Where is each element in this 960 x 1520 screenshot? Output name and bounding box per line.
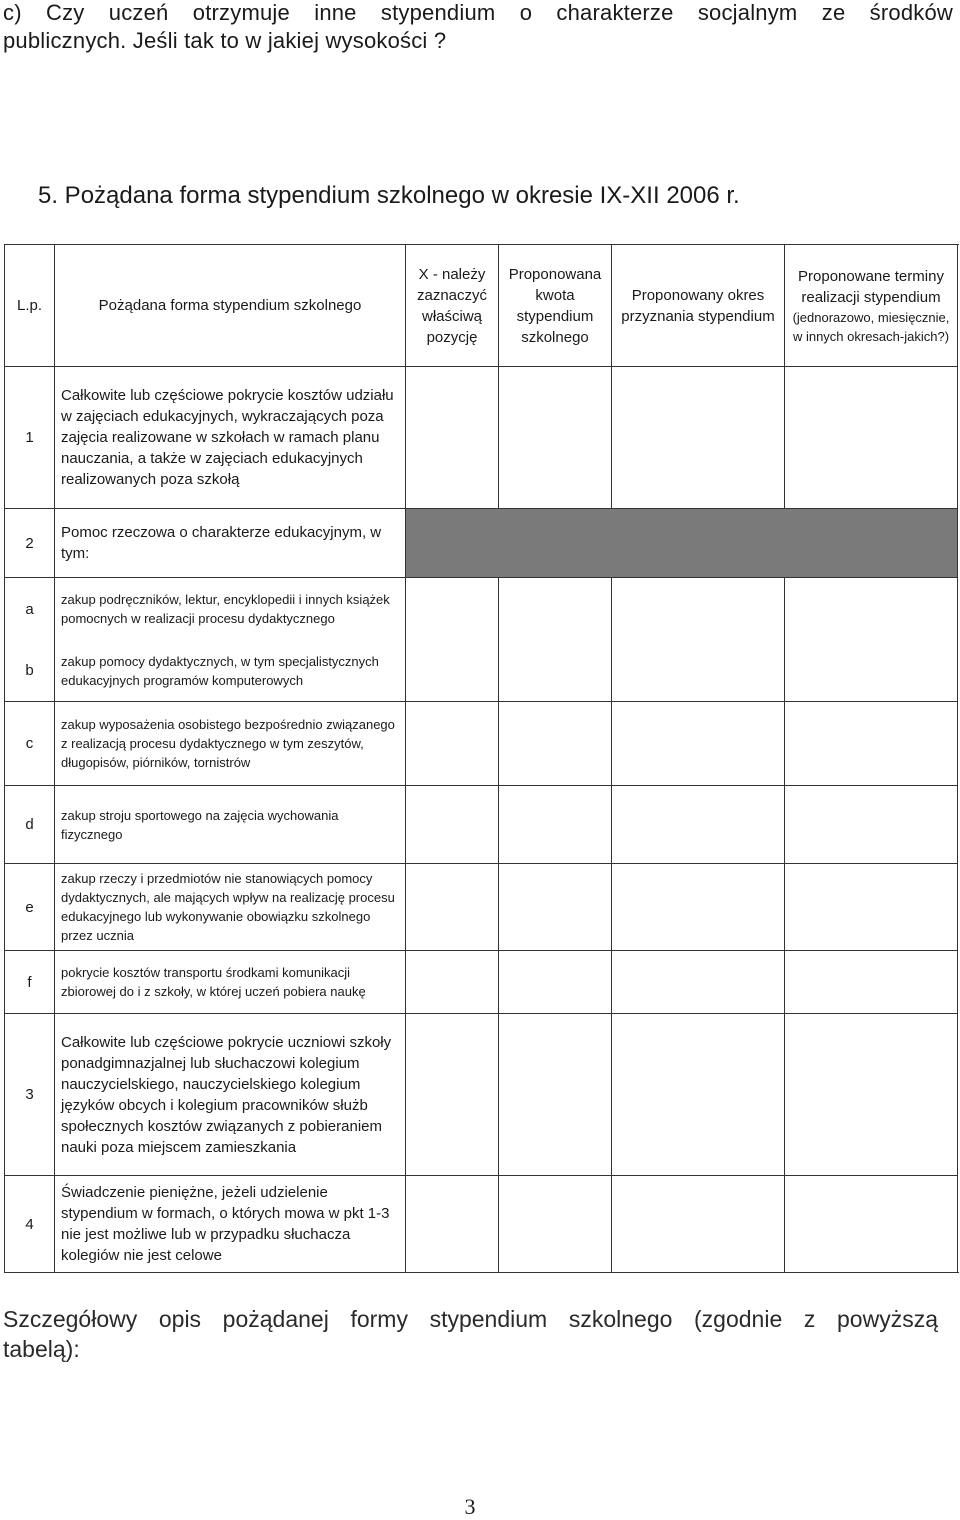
row-number: 1 [25,429,34,446]
column-divider [405,244,406,1273]
detailed-description-prompt [3,1304,938,1364]
header-terms [785,245,957,366]
row-number: f [27,973,32,991]
footer-line-2: tabelą): [3,1336,80,1362]
row-number: 4 [25,1215,34,1233]
row-description: pokrycie kosztów transportu środkami komunikacji zbiorowej do i z szkoły, w której uczeń pobiera naukę [61,965,366,999]
footer-line-1: Szczegółowy opis pożądanej formy stypendium szkolnego (zgodnie z powyższą [3,1306,938,1332]
question-line-2: publicznych. Jeśli tak to w jakiej wysokości ? [3,28,447,53]
table-border-bottom [4,1272,959,1273]
header-mark: X - należy zaznaczyć właściwą pozycję [416,265,488,346]
row-number: d [25,816,34,833]
row-number: a [25,600,34,618]
row-number: 3 [25,1086,34,1103]
row-description: zakup wyposażenia osobistego bezpośrednio związanego z realizacją procesu dydaktycznego w tym zeszytów, długopisów, piórników, tornistrów [61,717,395,770]
header-lp: L.p. [16,297,43,314]
question-line-1: c) Czy uczeń otrzymuje inne stypendium o charakterze socjalnym ze środków [3,0,953,25]
shaded-cell [406,509,957,577]
row-description: zakup rzeczy i przedmiotów nie stanowiących pomocy dydaktycznych, ale mających wpływ na realizację procesu edukacyjnego lub wykonywanie obowiązku szkolnego przez ucznia [61,871,395,943]
header-form: Pożądana forma stypendium szkolnego [98,297,362,314]
column-divider [611,244,612,1273]
header-terms-title: Proponowane terminy realizacji stypendium [798,267,944,306]
header-amount: Proponowana kwota stypendium szkolnego [508,265,602,346]
row-number: e [25,898,34,916]
header-terms-note: (jednorazowo, miesięcznie, w innych okresach-jakich?) [792,309,950,344]
row-description: zakup podręczników, lektur, encyklopedii i innych książek pomocnych w realizacji procesu dydaktycznego [61,592,390,626]
page-number: 3 [464,1494,476,1519]
row-description: Świadczenie pieniężne, jeżeli udzielenie stypendium w formach, o których mowa w pkt 1-3 nie jest możliwe lub w przypadku słuchacza kolegiów nie jest celowe [61,1184,390,1264]
row-description: Całkowite lub częściowe pokrycie uczniowi szkoły ponadgimnazjalnej lub słuchaczowi kolegium nauczycielskiego, nauczycielskiego kolegium języków obcych i kolegium pracowników służb społecznych kosztów związanych z pobieraniem nauki poza miejscem zamieszkania [61,1033,392,1156]
row-number: b [25,662,34,679]
section-title: 5. Pożądana forma stypendium szkolnego w okresie IX-XII 2006 r. [38,182,740,209]
row-description: zakup stroju sportowego na zajęcia wychowania fizycznego [61,807,339,842]
table-border-right [957,244,958,1273]
header-period: Proponowany okres przyznania stypendium [621,286,775,325]
row-description: Pomoc rzeczowa o charakterze edukacyjnym, w tym: [61,524,382,562]
column-divider [498,244,499,1273]
row-description: zakup pomocy dydaktycznych, w tym specjalistycznych edukacyjnych programów komputerowych [61,653,379,688]
column-divider [784,244,785,1273]
row-description: Całkowite lub częściowe pokrycie kosztów udziału w zajęciach edukacyjnych, wykraczających poza zajęcia realizowane w szkołach w ramach planu nauczania, a także w zajęciach edukacyjnych realizowanych poza szkołą [61,387,394,488]
row-number: 2 [25,534,34,552]
row-number: c [25,735,34,752]
